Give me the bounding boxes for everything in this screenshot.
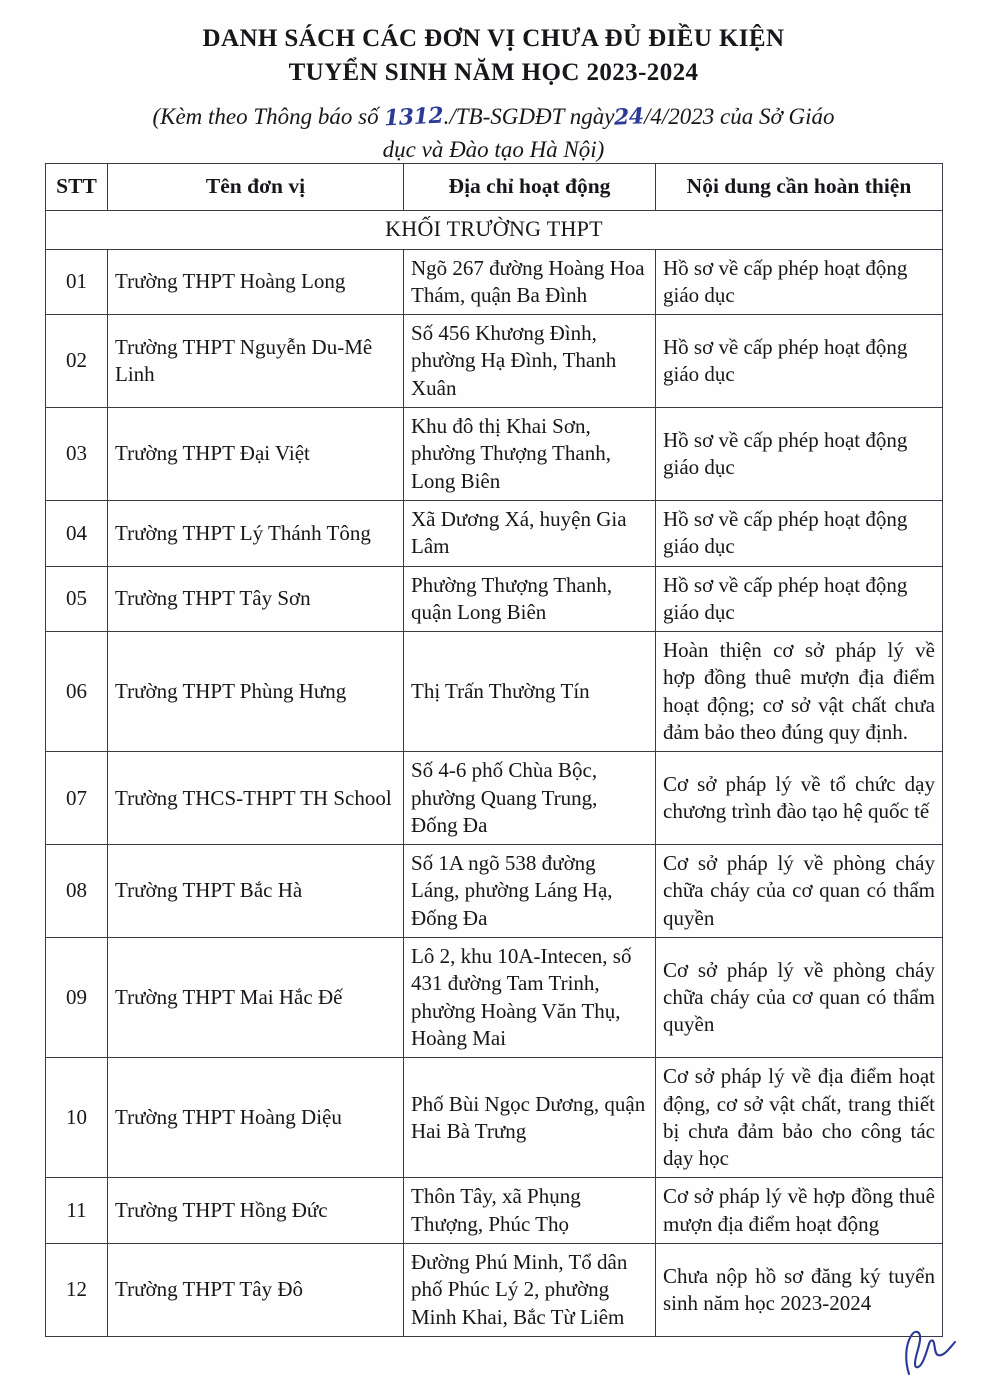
schools-table [45, 163, 943, 1337]
note-cell: Cơ sở pháp lý về phòng cháy chữa cháy của cơ quan có thẩm quyền [656, 845, 943, 938]
subtitle-mid: ./TB-SGDĐT ngày [443, 103, 615, 129]
address-cell: Số 456 Khương Đình, phường Hạ Đình, Thanh Xuân [404, 315, 656, 408]
school-name-cell: Trường THPT Hoàng Long [108, 249, 404, 315]
table-row [46, 408, 943, 501]
note-cell: Hồ sơ về cấp phép hoạt động giáo dục [656, 500, 943, 566]
schools-table-body [46, 210, 943, 1336]
row-index-cell: 12 [46, 1244, 108, 1337]
title-block [0, 0, 987, 167]
note-cell: Cơ sở pháp lý về địa điểm hoạt động, cơ sở vật chất, trang thiết bị chưa đảm bảo cho công tác dạy học [656, 1058, 943, 1178]
handwritten-document-number: 1312 [383, 101, 445, 132]
table-row [46, 845, 943, 938]
row-index-cell: 11 [46, 1178, 108, 1244]
address-cell: Khu đô thị Khai Sơn, phường Thượng Thanh, Long Biên [404, 408, 656, 501]
note-cell: Hồ sơ về cấp phép hoạt động giáo dục [656, 249, 943, 315]
row-index-cell: 08 [46, 845, 108, 938]
column-header-name: Tên đơn vị [108, 164, 404, 211]
table-row [46, 1058, 943, 1178]
table-row [46, 1178, 943, 1244]
subtitle-line-2: dục và Đào tạo Hà Nội) [382, 137, 605, 163]
handwritten-day: 24 [613, 102, 645, 131]
address-cell: Phường Thượng Thanh, quận Long Biên [404, 566, 656, 632]
address-cell: Ngõ 267 đường Hoàng Hoa Thám, quận Ba Đình [404, 249, 656, 315]
subtitle-prefix: (Kèm theo Thông báo số [152, 103, 379, 129]
document-subtitle [0, 100, 987, 167]
table-row [46, 315, 943, 408]
address-cell: Số 4-6 phố Chùa Bộc, phường Quang Trung, Đống Đa [404, 752, 656, 845]
school-name-cell: Trường THPT Hồng Đức [108, 1178, 404, 1244]
row-index-cell: 02 [46, 315, 108, 408]
address-cell: Lô 2, khu 10A-Intecen, số 431 đường Tam Trinh, phường Hoàng Văn Thụ, Hoàng Mai [404, 938, 656, 1058]
table-header-row [46, 164, 943, 211]
address-cell: Thôn Tây, xã Phụng Thượng, Phúc Thọ [404, 1178, 656, 1244]
table-row [46, 566, 943, 632]
school-name-cell: Trường THPT Bắc Hà [108, 845, 404, 938]
subtitle-suffix: /4/2023 của Sở Giáo [644, 103, 835, 129]
table-row [46, 249, 943, 315]
column-header-note: Nội dung cần hoàn thiện [656, 164, 943, 211]
table-row [46, 752, 943, 845]
school-name-cell: Trường THPT Hoàng Diệu [108, 1058, 404, 1178]
row-index-cell: 03 [46, 408, 108, 501]
note-cell: Hồ sơ về cấp phép hoạt động giáo dục [656, 408, 943, 501]
note-cell: Hoàn thiện cơ sở pháp lý về hợp đồng thuê mượn địa điểm hoạt động; cơ sở vật chất chưa đảm bảo theo đúng quy định. [656, 632, 943, 752]
note-cell: Cơ sở pháp lý về tổ chức dạy chương trình đào tạo hệ quốc tế [656, 752, 943, 845]
row-index-cell: 07 [46, 752, 108, 845]
school-name-cell: Trường THPT Lý Thánh Tông [108, 500, 404, 566]
column-header-stt: STT [46, 164, 108, 211]
school-name-cell: Trường THPT Tây Sơn [108, 566, 404, 632]
row-index-cell: 01 [46, 249, 108, 315]
address-cell: Đường Phú Minh, Tổ dân phố Phúc Lý 2, phường Minh Khai, Bắc Từ Liêm [404, 1244, 656, 1337]
school-name-cell: Trường THCS-THPT TH School [108, 752, 404, 845]
row-index-cell: 04 [46, 500, 108, 566]
address-cell: Thị Trấn Thường Tín [404, 632, 656, 752]
note-cell: Cơ sở pháp lý về hợp đồng thuê mượn địa điểm hoạt động [656, 1178, 943, 1244]
schools-table-container [45, 163, 942, 1337]
school-name-cell: Trường THPT Nguyễn Du-Mê Linh [108, 315, 404, 408]
table-row [46, 1244, 943, 1337]
school-name-cell: Trường THPT Đại Việt [108, 408, 404, 501]
address-cell: Phố Bùi Ngọc Dương, quận Hai Bà Trưng [404, 1058, 656, 1178]
document-title-line-1: DANH SÁCH CÁC ĐƠN VỊ CHƯA ĐỦ ĐIỀU KIỆN [202, 25, 785, 52]
table-row [46, 632, 943, 752]
row-index-cell: 05 [46, 566, 108, 632]
column-header-address: Địa chỉ hoạt động [404, 164, 656, 211]
note-cell: Hồ sơ về cấp phép hoạt động giáo dục [656, 566, 943, 632]
note-cell: Hồ sơ về cấp phép hoạt động giáo dục [656, 315, 943, 408]
school-name-cell: Trường THPT Phùng Hưng [108, 632, 404, 752]
address-cell: Số 1A ngõ 538 đường Láng, phường Láng Hạ, Đống Đa [404, 845, 656, 938]
note-cell: Cơ sở pháp lý về phòng cháy chữa cháy của cơ quan có thẩm quyền [656, 938, 943, 1058]
section-heading-row [46, 210, 943, 249]
address-cell: Xã Dương Xá, huyện Gia Lâm [404, 500, 656, 566]
note-cell: Chưa nộp hồ sơ đăng ký tuyển sinh năm học 2023-2024 [656, 1244, 943, 1337]
row-index-cell: 06 [46, 632, 108, 752]
row-index-cell: 10 [46, 1058, 108, 1178]
table-row [46, 500, 943, 566]
table-row [46, 938, 943, 1058]
school-name-cell: Trường THPT Mai Hắc Đế [108, 938, 404, 1058]
section-heading-label: KHỐI TRƯỜNG THPT [46, 210, 943, 249]
row-index-cell: 09 [46, 938, 108, 1058]
school-name-cell: Trường THPT Tây Đô [108, 1244, 404, 1337]
document-title-line-2: TUYỂN SINH NĂM HỌC 2023-2024 [288, 58, 699, 86]
